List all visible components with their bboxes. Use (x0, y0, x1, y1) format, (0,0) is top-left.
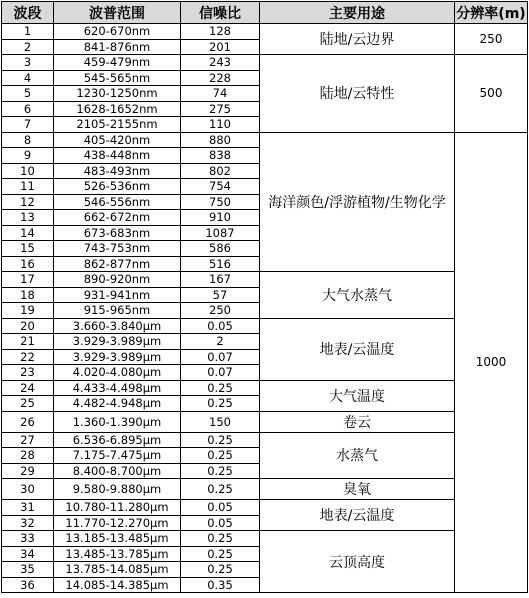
range-cell: 13.785-14.085μm (54, 562, 181, 578)
range-cell: 546-556nm (54, 194, 181, 210)
range-cell: 620-670nm (54, 24, 181, 40)
range-cell: 3.660-3.840μm (54, 318, 181, 334)
snr-cell: 0.25 (181, 562, 260, 578)
range-cell: 4.482-4.948μm (54, 396, 181, 412)
range-cell: 743-753nm (54, 241, 181, 257)
snr-cell: 110 (181, 117, 260, 133)
use-cell: 大气温度 (260, 380, 455, 411)
snr-cell: 880 (181, 132, 260, 148)
band-cell: 17 (2, 272, 54, 288)
snr-cell: 275 (181, 101, 260, 117)
use-cell: 卷云 (260, 411, 455, 432)
band-cell: 26 (2, 411, 54, 432)
table-row (2, 132, 528, 148)
band-cell: 21 (2, 334, 54, 350)
range-cell: 2105-2155nm (54, 117, 181, 133)
snr-cell: 128 (181, 24, 260, 40)
use-cell: 陆地/云特性 (260, 55, 455, 133)
snr-cell: 2 (181, 334, 260, 350)
snr-cell: 0.05 (181, 515, 260, 531)
resolution-cell: 250 (455, 24, 528, 55)
band-cell: 7 (2, 117, 54, 133)
range-cell: 3.929-3.989μm (54, 349, 181, 365)
band-cell: 16 (2, 256, 54, 272)
header-band: 波段 (2, 2, 54, 24)
band-cell: 33 (2, 531, 54, 547)
snr-cell: 243 (181, 55, 260, 71)
range-cell: 483-493nm (54, 163, 181, 179)
header-row (2, 2, 528, 24)
band-cell: 25 (2, 396, 54, 412)
band-cell: 1 (2, 24, 54, 40)
range-cell: 931-941nm (54, 287, 181, 303)
range-cell: 545-565nm (54, 70, 181, 86)
snr-cell: 74 (181, 86, 260, 102)
range-cell: 841-876nm (54, 39, 181, 55)
range-cell: 1230-1250nm (54, 86, 181, 102)
range-cell: 3.929-3.989μm (54, 334, 181, 350)
range-cell: 11.770-12.270μm (54, 515, 181, 531)
range-cell: 459-479nm (54, 55, 181, 71)
snr-cell: 0.25 (181, 396, 260, 412)
band-cell: 15 (2, 241, 54, 257)
band-cell: 8 (2, 132, 54, 148)
snr-cell: 167 (181, 272, 260, 288)
band-cell: 19 (2, 303, 54, 319)
band-cell: 22 (2, 349, 54, 365)
table-row (2, 272, 528, 288)
range-cell: 673-683nm (54, 225, 181, 241)
snr-cell: 516 (181, 256, 260, 272)
snr-cell: 0.05 (181, 500, 260, 516)
band-cell: 36 (2, 577, 54, 593)
band-cell: 30 (2, 479, 54, 500)
table-row (2, 24, 528, 40)
resolution-cell: 500 (455, 55, 528, 133)
use-cell: 云顶高度 (260, 531, 455, 593)
band-cell: 32 (2, 515, 54, 531)
use-cell: 水蒸气 (260, 432, 455, 479)
range-cell: 4.020-4.080μm (54, 365, 181, 381)
range-cell: 890-920nm (54, 272, 181, 288)
snr-cell: 150 (181, 411, 260, 432)
band-cell: 27 (2, 432, 54, 448)
header-snr: 信噪比 (181, 2, 260, 24)
snr-cell: 910 (181, 210, 260, 226)
snr-cell: 0.25 (181, 546, 260, 562)
snr-cell: 0.25 (181, 531, 260, 547)
range-cell: 6.536-6.895μm (54, 432, 181, 448)
spec-table (1, 1, 528, 593)
use-cell: 臭氧 (260, 479, 455, 500)
snr-cell: 0.25 (181, 479, 260, 500)
band-cell: 13 (2, 210, 54, 226)
snr-cell: 0.07 (181, 349, 260, 365)
snr-cell: 0.07 (181, 365, 260, 381)
band-cell: 6 (2, 101, 54, 117)
snr-cell: 0.05 (181, 318, 260, 334)
range-cell: 13.485-13.785μm (54, 546, 181, 562)
use-cell: 地表/云温度 (260, 318, 455, 380)
range-cell: 4.433-4.498μm (54, 380, 181, 396)
resolution-cell: 1000 (455, 132, 528, 593)
snr-cell: 754 (181, 179, 260, 195)
table-row (2, 531, 528, 547)
snr-cell: 250 (181, 303, 260, 319)
table-row (2, 380, 528, 396)
range-cell: 13.185-13.485μm (54, 531, 181, 547)
band-cell: 14 (2, 225, 54, 241)
snr-cell: 586 (181, 241, 260, 257)
range-cell: 526-536nm (54, 179, 181, 195)
snr-cell: 750 (181, 194, 260, 210)
band-cell: 31 (2, 500, 54, 516)
snr-cell: 1087 (181, 225, 260, 241)
snr-cell: 201 (181, 39, 260, 55)
use-cell: 海洋颜色/浮游植物/生物化学 (260, 132, 455, 272)
range-cell: 9.580-9.880μm (54, 479, 181, 500)
table-row (2, 479, 528, 500)
range-cell: 862-877nm (54, 256, 181, 272)
snr-cell: 802 (181, 163, 260, 179)
range-cell: 1628-1652nm (54, 101, 181, 117)
band-cell: 28 (2, 448, 54, 464)
table-row (2, 55, 528, 71)
snr-cell: 0.25 (181, 448, 260, 464)
band-cell: 4 (2, 70, 54, 86)
band-cell: 20 (2, 318, 54, 334)
band-cell: 10 (2, 163, 54, 179)
band-cell: 2 (2, 39, 54, 55)
table-row (2, 411, 528, 432)
use-cell: 陆地/云边界 (260, 24, 455, 55)
band-cell: 12 (2, 194, 54, 210)
range-cell: 10.780-11.280μm (54, 500, 181, 516)
snr-cell: 0.35 (181, 577, 260, 593)
snr-cell: 838 (181, 148, 260, 164)
use-cell: 大气水蒸气 (260, 272, 455, 319)
band-cell: 29 (2, 463, 54, 479)
band-cell: 34 (2, 546, 54, 562)
snr-cell: 57 (181, 287, 260, 303)
table-row (2, 500, 528, 516)
snr-cell: 0.25 (181, 463, 260, 479)
snr-cell: 0.25 (181, 380, 260, 396)
header-range: 波普范围 (54, 2, 181, 24)
band-cell: 11 (2, 179, 54, 195)
band-cell: 3 (2, 55, 54, 71)
range-cell: 1.360-1.390μm (54, 411, 181, 432)
table-row (2, 432, 528, 448)
table-body (2, 24, 528, 593)
band-cell: 35 (2, 562, 54, 578)
band-cell: 9 (2, 148, 54, 164)
range-cell: 405-420nm (54, 132, 181, 148)
range-cell: 662-672nm (54, 210, 181, 226)
snr-cell: 228 (181, 70, 260, 86)
band-cell: 23 (2, 365, 54, 381)
range-cell: 8.400-8.700μm (54, 463, 181, 479)
use-cell: 地表/云温度 (260, 500, 455, 531)
range-cell: 915-965nm (54, 303, 181, 319)
snr-cell: 0.25 (181, 432, 260, 448)
range-cell: 438-448nm (54, 148, 181, 164)
range-cell: 14.085-14.385μm (54, 577, 181, 593)
header-resolution: 分辨率(m) (455, 2, 528, 24)
range-cell: 7.175-7.475μm (54, 448, 181, 464)
header-use: 主要用途 (260, 2, 455, 24)
table-row (2, 318, 528, 334)
band-cell: 24 (2, 380, 54, 396)
band-cell: 18 (2, 287, 54, 303)
band-cell: 5 (2, 86, 54, 102)
